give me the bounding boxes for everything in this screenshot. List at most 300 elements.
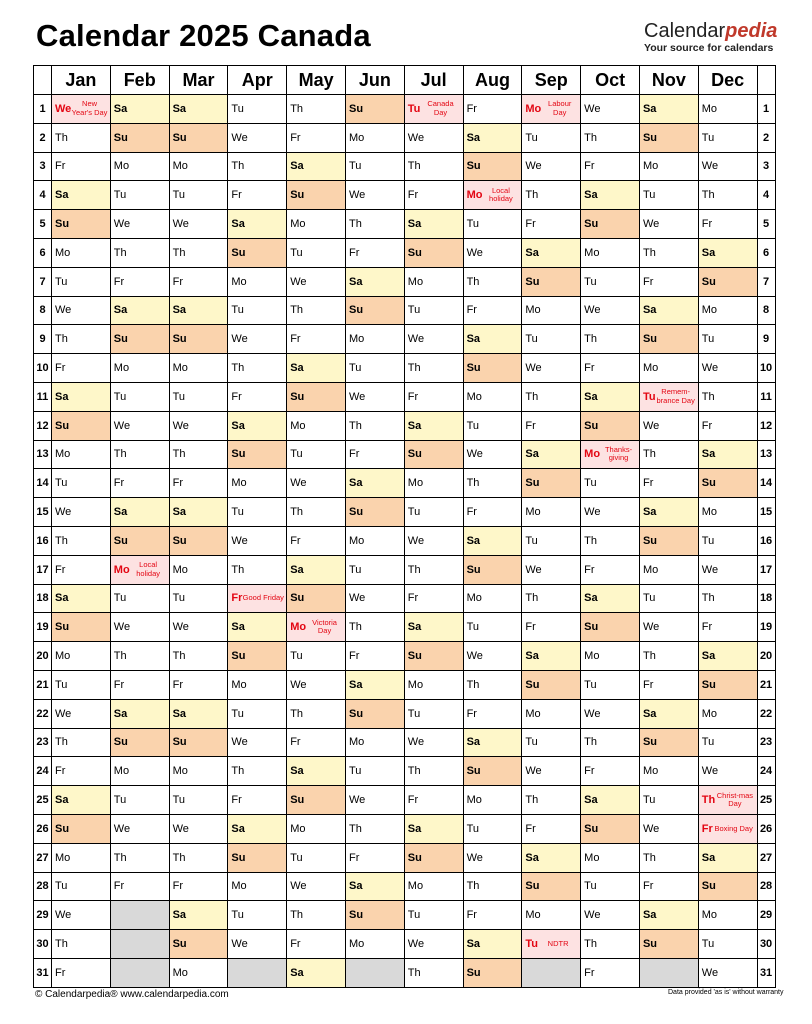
day-number-right: 6: [757, 238, 775, 267]
day-number-right: 10: [757, 354, 775, 383]
day-cell: [345, 930, 404, 959]
day-cell: [639, 238, 698, 267]
holiday-name: Canada Day: [427, 99, 454, 117]
day-cell: [463, 670, 522, 699]
day-cell: [110, 382, 169, 411]
weekday-label: We: [584, 909, 601, 922]
weekday-label: Mo: [172, 563, 188, 576]
weekday-label: We: [113, 822, 131, 835]
day-number-right: 29: [757, 901, 775, 930]
month-header-jan: Jan: [52, 66, 111, 95]
day-cell: [287, 930, 346, 959]
day-cell: [404, 613, 463, 642]
day-row: [34, 555, 776, 584]
weekday-label: Fr: [584, 362, 595, 375]
weekday-label: Su: [407, 246, 422, 259]
day-cell: [463, 152, 522, 181]
weekday-label: Tu: [55, 880, 68, 893]
day-cell: [228, 786, 287, 815]
day-cell: [52, 181, 111, 210]
day-cell: [228, 440, 287, 469]
weekday-label: Th: [584, 534, 598, 547]
weekday-label: Sa: [407, 218, 422, 231]
weekday-label: We: [172, 218, 189, 231]
weekday-label: Tu: [642, 390, 656, 403]
day-number-right: 11: [757, 382, 775, 411]
weekday-label: We: [407, 938, 425, 950]
weekday-label: We: [466, 650, 483, 663]
weekday-label: Th: [55, 736, 68, 749]
weekday-label: Sa: [407, 822, 422, 835]
day-cell: [639, 728, 698, 757]
month-header-row: [34, 66, 776, 95]
day-cell: [345, 325, 404, 354]
day-cell: [639, 411, 698, 440]
day-cell: [345, 382, 404, 411]
day-cell: [698, 642, 757, 671]
weekday-label: Tu: [231, 102, 244, 115]
day-cell: [228, 555, 287, 584]
weekday-label: Sa: [113, 707, 128, 720]
day-cell: [463, 699, 522, 728]
day-cell: [287, 238, 346, 267]
weekday-label: Th: [701, 189, 715, 202]
day-cell: [110, 526, 169, 555]
day-cell: [52, 699, 111, 728]
weekday-label: Th: [172, 851, 186, 864]
weekday-label: Sa: [584, 794, 598, 807]
weekday-label: Tu: [55, 477, 68, 490]
weekday-label: Su: [113, 534, 128, 547]
day-cell: [581, 786, 640, 815]
weekday-label: Mo: [466, 390, 482, 403]
weekday-label: Fr: [348, 448, 360, 461]
day-number-right: 3: [757, 152, 775, 181]
weekday-label: Mo: [407, 477, 424, 490]
day-cell: [463, 325, 522, 354]
day-number-right: 23: [757, 728, 775, 757]
day-row: [34, 267, 776, 296]
day-cell: [228, 95, 287, 124]
weekday-label: Tu: [348, 362, 362, 375]
day-cell: [639, 642, 698, 671]
day-cell: [522, 181, 581, 210]
weekday-label: Mo: [466, 592, 482, 605]
day-cell: [522, 411, 581, 440]
weekday-label: We: [642, 419, 660, 432]
day-number-left: 9: [34, 325, 52, 354]
weekday-label: Fr: [55, 966, 66, 979]
day-cell: [345, 123, 404, 152]
weekday-label: Tu: [584, 678, 597, 691]
day-cell: [581, 930, 640, 959]
weekday-label: Mo: [642, 160, 659, 173]
weekday-label: Th: [348, 621, 362, 634]
weekday-label: Tu: [348, 563, 362, 576]
day-cell: [110, 267, 169, 296]
weekday-label: Fr: [466, 909, 477, 922]
day-row: [34, 872, 776, 901]
weekday-label: Su: [701, 477, 716, 490]
day-cell: [463, 123, 522, 152]
brand-name-accent: pedia: [725, 20, 778, 42]
day-cell: [228, 872, 287, 901]
weekday-label: Mo: [172, 966, 188, 979]
weekday-label: Th: [466, 275, 480, 288]
day-cell: [698, 958, 757, 987]
weekday-label: Sa: [407, 419, 422, 432]
day-cell: [581, 354, 640, 383]
day-cell: [404, 181, 463, 210]
weekday-label: We: [407, 333, 425, 346]
weekday-label: Mo: [55, 246, 71, 259]
weekday-label: Tu: [642, 794, 656, 807]
weekday-label: Th: [701, 794, 716, 807]
weekday-label: Su: [525, 275, 540, 288]
weekday-label: Fr: [525, 822, 536, 835]
weekday-label: We: [290, 275, 307, 288]
day-number-left: 11: [34, 382, 52, 411]
day-cell: [345, 526, 404, 555]
day-cell: [639, 354, 698, 383]
weekday-label: Su: [113, 131, 128, 144]
weekday-label: Mo: [290, 419, 306, 432]
weekday-label: We: [584, 102, 601, 115]
day-cell: [169, 181, 228, 210]
weekday-label: Fr: [290, 534, 301, 547]
day-cell: [287, 123, 346, 152]
day-number-right: 13: [757, 440, 775, 469]
day-cell: [287, 670, 346, 699]
day-cell: [169, 526, 228, 555]
weekday-label: Fr: [466, 506, 477, 519]
day-cell: [404, 469, 463, 498]
weekday-label: Su: [55, 621, 70, 634]
day-number-left: 19: [34, 613, 52, 642]
day-cell: [52, 469, 111, 498]
day-cell: [463, 526, 522, 555]
weekday-label: Th: [290, 102, 304, 115]
day-cell: [52, 786, 111, 815]
day-number-right: 25: [757, 786, 775, 815]
day-cell: [404, 123, 463, 152]
weekday-label: Fr: [55, 362, 66, 375]
weekday-label: Th: [584, 131, 598, 144]
day-cell: [404, 958, 463, 987]
weekday-label: We: [231, 131, 248, 144]
day-cell: [522, 814, 581, 843]
day-cell: [404, 238, 463, 267]
weekday-label: Mo: [348, 333, 365, 346]
weekday-label: Th: [172, 246, 186, 259]
weekday-label: Mo: [642, 362, 659, 375]
day-cell: [698, 95, 757, 124]
weekday-label: Sa: [172, 304, 187, 317]
holiday-name: Boxing Day: [714, 823, 753, 833]
holiday-cell: [463, 181, 522, 210]
weekday-label: Th: [290, 909, 304, 922]
day-cell: [581, 469, 640, 498]
day-cell: [228, 757, 287, 786]
weekday-label: Fr: [113, 275, 125, 288]
weekday-label: We: [407, 131, 425, 144]
day-cell: [639, 814, 698, 843]
day-number-left: 5: [34, 210, 52, 239]
day-cell: [522, 613, 581, 642]
weekday-label: We: [407, 534, 425, 547]
day-cell: [639, 757, 698, 786]
day-cell: [698, 210, 757, 239]
holiday-cell: [228, 584, 287, 613]
day-number-left: 24: [34, 757, 52, 786]
day-cell: [463, 555, 522, 584]
weekday-label: Sa: [642, 707, 657, 720]
day-cell: [404, 440, 463, 469]
weekday-label: Th: [584, 938, 598, 950]
day-cell: [169, 296, 228, 325]
month-header-sep: Sep: [522, 66, 581, 95]
weekday-label: Th: [584, 333, 598, 346]
day-cell: [639, 843, 698, 872]
weekday-label: Mo: [701, 707, 718, 720]
weekday-label: Mo: [231, 477, 247, 490]
day-row: [34, 181, 776, 210]
weekday-label: Su: [407, 851, 422, 864]
day-cell: [287, 152, 346, 181]
weekday-label: Th: [642, 246, 656, 259]
day-number-left: 30: [34, 930, 52, 959]
weekday-label: Tu: [290, 851, 303, 864]
weekday-label: Su: [231, 246, 246, 259]
weekday-label: Sa: [231, 822, 245, 835]
day-cell: [404, 843, 463, 872]
day-cell: [698, 267, 757, 296]
weekday-label: Tu: [466, 621, 480, 634]
day-cell: [698, 123, 757, 152]
weekday-label: Su: [290, 189, 305, 202]
weekday-label: We: [525, 765, 542, 778]
day-cell: [52, 354, 111, 383]
day-number-right: 24: [757, 757, 775, 786]
day-cell: [110, 238, 169, 267]
day-cell: [639, 469, 698, 498]
weekday-label: Sa: [348, 477, 363, 490]
weekday-label: Mo: [348, 131, 365, 144]
day-cell: [287, 872, 346, 901]
weekday-label: We: [55, 909, 72, 922]
weekday-label: Sa: [290, 362, 304, 375]
day-cell: [287, 382, 346, 411]
day-cell: [404, 267, 463, 296]
weekday-label: Mo: [584, 650, 600, 663]
day-number-left: 21: [34, 670, 52, 699]
day-cell: [639, 670, 698, 699]
holiday-cell: [639, 382, 698, 411]
empty-cell: [228, 958, 287, 987]
weekday-label: Tu: [407, 506, 421, 519]
day-cell: [110, 584, 169, 613]
weekday-label: Th: [231, 563, 245, 576]
day-number-right: 12: [757, 411, 775, 440]
weekday-label: Tu: [584, 275, 597, 288]
day-cell: [52, 555, 111, 584]
weekday-label: Su: [290, 794, 305, 807]
weekday-label: Th: [584, 736, 598, 749]
footer-copyright: © Calendarpedia® www.calendarpedia.com: [35, 989, 229, 1000]
day-cell: [463, 642, 522, 671]
day-cell: [345, 296, 404, 325]
weekday-label: Th: [642, 448, 656, 461]
day-cell: [581, 699, 640, 728]
day-cell: [345, 786, 404, 815]
day-number-left: 17: [34, 555, 52, 584]
weekday-label: Su: [172, 131, 187, 144]
weekday-label: Fr: [642, 477, 654, 490]
day-cell: [228, 670, 287, 699]
day-row: [34, 699, 776, 728]
day-cell: [228, 699, 287, 728]
weekday-label: Tu: [584, 880, 597, 893]
weekday-label: Tu: [701, 736, 715, 749]
day-cell: [639, 123, 698, 152]
day-cell: [169, 123, 228, 152]
weekday-label: Tu: [55, 275, 68, 288]
weekday-label: Su: [642, 534, 658, 547]
weekday-label: Tu: [466, 822, 480, 835]
weekday-label: Fr: [55, 563, 66, 576]
day-cell: [52, 238, 111, 267]
weekday-label: Sa: [348, 880, 363, 893]
day-cell: [52, 728, 111, 757]
weekday-label: Tu: [525, 534, 538, 547]
day-cell: [169, 411, 228, 440]
day-cell: [639, 584, 698, 613]
weekday-label: Su: [172, 736, 187, 749]
day-cell: [522, 296, 581, 325]
day-cell: [639, 613, 698, 642]
day-cell: [169, 440, 228, 469]
weekday-label: Tu: [290, 448, 303, 461]
weekday-label: We: [348, 794, 366, 807]
weekday-label: Th: [642, 851, 656, 864]
weekday-label: Tu: [584, 477, 597, 490]
weekday-label: Tu: [642, 592, 656, 605]
weekday-label: Th: [113, 650, 127, 663]
day-cell: [110, 123, 169, 152]
weekday-label: We: [642, 621, 660, 634]
day-cell: [110, 699, 169, 728]
weekday-label: Fr: [172, 275, 183, 288]
day-row: [34, 814, 776, 843]
brand-logo[interactable]: [644, 20, 784, 54]
weekday-label: Tu: [701, 534, 715, 547]
weekday-label: We: [584, 707, 601, 720]
holiday-cell: [522, 95, 581, 124]
brand-name: [644, 20, 784, 42]
day-cell: [110, 210, 169, 239]
weekday-label: We: [348, 592, 366, 605]
day-cell: [581, 642, 640, 671]
day-cell: [169, 642, 228, 671]
day-number-right: 21: [757, 670, 775, 699]
day-cell: [169, 555, 228, 584]
day-cell: [110, 872, 169, 901]
weekday-label: Sa: [584, 592, 598, 605]
day-cell: [463, 354, 522, 383]
day-row: [34, 440, 776, 469]
weekday-label: We: [525, 362, 542, 375]
weekday-label: Sa: [290, 160, 304, 173]
weekday-label: Sa: [642, 102, 657, 115]
day-cell: [698, 181, 757, 210]
weekday-label: We: [231, 333, 248, 346]
day-cell: [287, 699, 346, 728]
day-cell: [639, 699, 698, 728]
day-cell: [169, 728, 228, 757]
day-cell: [110, 325, 169, 354]
day-cell: [522, 210, 581, 239]
day-number-left: 20: [34, 642, 52, 671]
day-cell: [345, 210, 404, 239]
day-number-right: 2: [757, 123, 775, 152]
weekday-label: Sa: [290, 966, 304, 979]
weekday-label: Tu: [231, 909, 244, 922]
day-cell: [581, 325, 640, 354]
weekday-label: We: [466, 851, 483, 864]
weekday-label: Sa: [113, 304, 128, 317]
weekday-label: Th: [525, 390, 539, 403]
weekday-label: Fr: [290, 938, 301, 950]
day-number-left: 4: [34, 181, 52, 210]
weekday-label: Su: [584, 621, 599, 634]
day-number-right: 15: [757, 498, 775, 527]
day-cell: [52, 382, 111, 411]
weekday-label: Fr: [290, 736, 301, 749]
day-cell: [463, 584, 522, 613]
day-cell: [522, 642, 581, 671]
weekday-label: Tu: [701, 131, 715, 144]
day-cell: [110, 95, 169, 124]
day-cell: [698, 382, 757, 411]
day-cell: [639, 181, 698, 210]
day-cell: [463, 382, 522, 411]
weekday-label: We: [348, 390, 366, 403]
weekday-label: Mo: [525, 102, 542, 115]
header-corner-right: [757, 66, 775, 95]
weekday-label: Mo: [290, 822, 306, 835]
weekday-label: We: [113, 218, 131, 231]
day-cell: [52, 584, 111, 613]
day-cell: [698, 843, 757, 872]
day-cell: [522, 526, 581, 555]
weekday-label: Tu: [525, 131, 538, 144]
footer-disclaimer: Data provided 'as is' without warranty: [668, 989, 784, 996]
weekday-label: Mo: [55, 650, 71, 663]
month-header-jun: Jun: [345, 66, 404, 95]
day-number-right: 7: [757, 267, 775, 296]
weekday-label: Mo: [525, 506, 541, 519]
weekday-label: Sa: [466, 333, 481, 346]
weekday-label: Th: [525, 592, 539, 605]
day-cell: [404, 325, 463, 354]
weekday-label: Mo: [172, 362, 188, 375]
day-cell: [581, 152, 640, 181]
day-cell: [228, 526, 287, 555]
weekday-label: Tu: [231, 506, 244, 519]
day-cell: [698, 757, 757, 786]
weekday-label: Mo: [701, 909, 718, 922]
month-header-apr: Apr: [228, 66, 287, 95]
